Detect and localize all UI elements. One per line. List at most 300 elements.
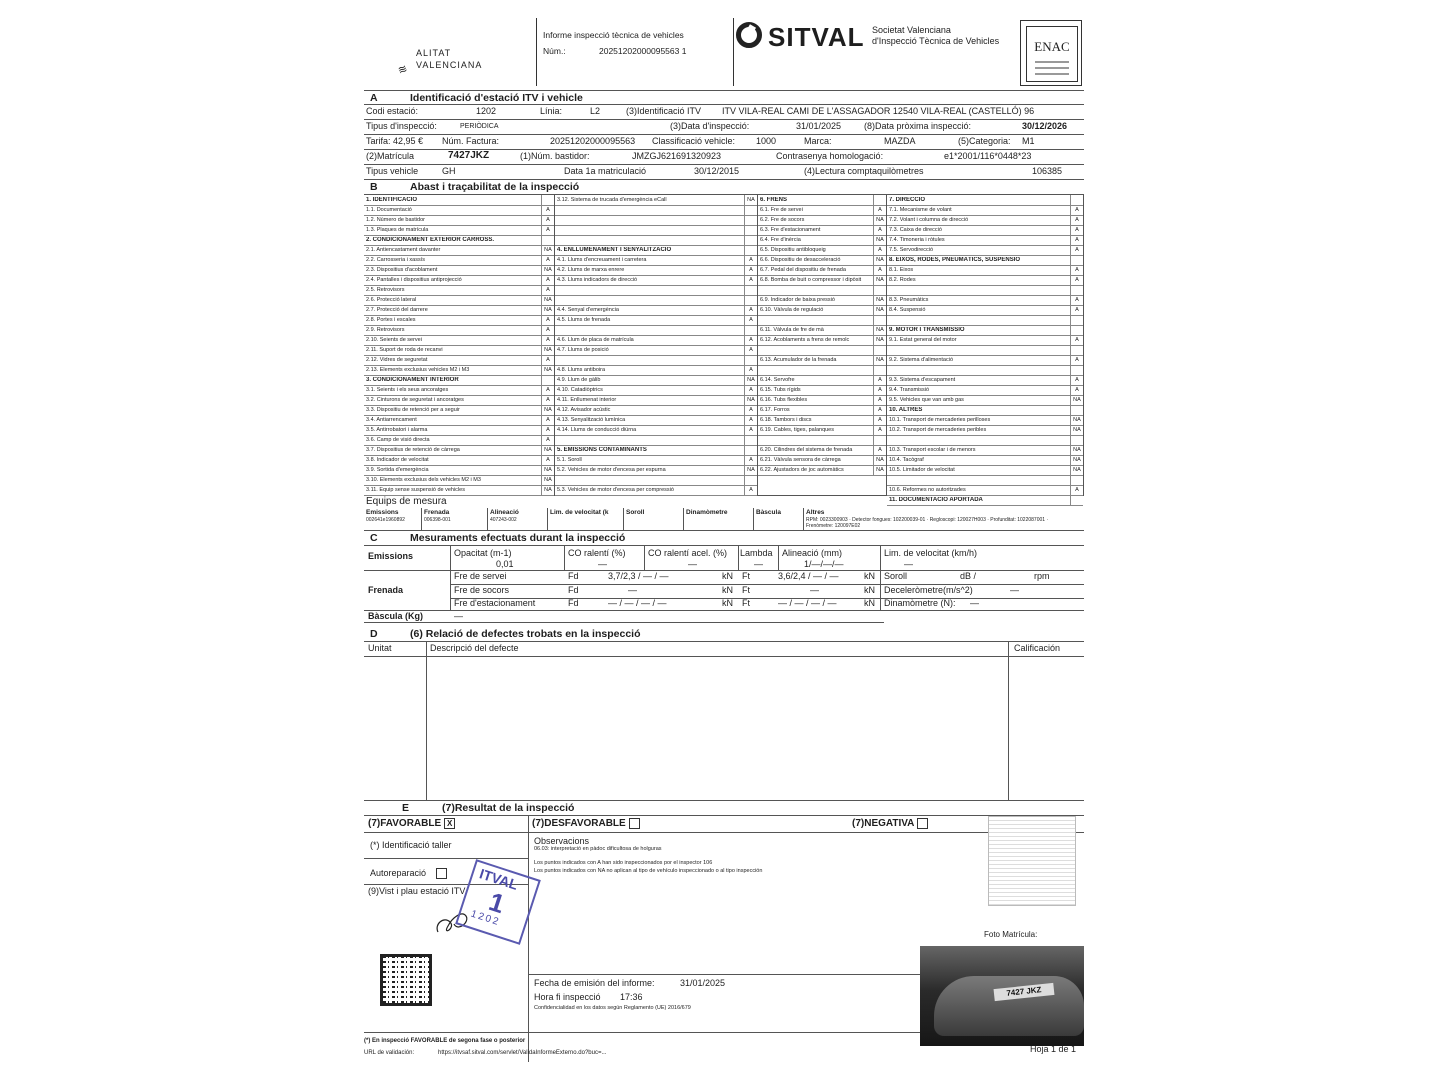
section-a-letter: A: [370, 91, 378, 104]
scope-item-result: A: [873, 415, 886, 425]
scope-item-label: 7.5. Servodirecció: [889, 247, 934, 253]
equip-value: 407243-002: [490, 517, 517, 523]
scope-item-result: [873, 435, 886, 445]
scope-item-result: A: [873, 425, 886, 435]
equip-header: Altres: [806, 509, 825, 516]
a-row-2: [364, 120, 1084, 135]
scope-item-result: A: [1070, 275, 1083, 285]
data-value: 31/01/2025: [796, 121, 842, 131]
scope-item-result: NA: [541, 405, 554, 415]
bastidor-value: JMZGJ621691320923: [632, 151, 722, 161]
scope-item-result: A: [744, 345, 757, 355]
lim-label: Lim. de velocitat (km/h): [884, 548, 978, 558]
scope-item-label: 8.3. Pneumàtics: [889, 297, 929, 303]
scope-item-result: A: [541, 225, 554, 235]
desfavorable-checkbox[interactable]: [629, 818, 640, 829]
categoria-value: M1: [1022, 136, 1035, 146]
equip-header: Lim. de velocitat (k: [550, 509, 609, 516]
scope-item-label: 4.1. Llums d'encreuament i carretera: [557, 257, 647, 263]
fsoc-fd: Fd: [568, 585, 579, 595]
scope-item-result: A: [744, 405, 757, 415]
scope-item-result: NA: [1070, 465, 1083, 475]
fs-kn: kN: [722, 571, 733, 581]
scope-item-label: 9.4. Transmissió: [889, 387, 930, 393]
tipus-value: PERIÒDICA: [460, 123, 499, 130]
defects-unitat-header: Unitat: [368, 643, 392, 653]
scope-item-label: 9.1. Estat general del motor: [889, 337, 957, 343]
signature-box: [988, 816, 1076, 906]
scope-item-label: 3.5. Antirrobatori i alarma: [366, 427, 428, 433]
section-b-letter: B: [370, 181, 378, 193]
scope-item-result: A: [541, 285, 554, 295]
scope-item-result: A: [541, 435, 554, 445]
favorable-checkbox[interactable]: X: [444, 818, 455, 829]
scope-item-result: A: [541, 215, 554, 225]
scope-item-label: 3.3. Dispositiu de retenció per a seguir: [366, 407, 460, 413]
scope-item-label: 10.5. Limitador de velocitat: [889, 467, 955, 473]
fs-fd-value: 3,7/2,3 / — / —: [608, 571, 669, 581]
scope-item-result: A: [541, 455, 554, 465]
car-image: [934, 976, 1084, 1036]
fest-ft: Ft: [742, 598, 750, 608]
scope-item-label: 6.20. Cilindres del sistema de frenada: [760, 447, 853, 453]
scope-item-label: 6.18. Tambors i discs: [760, 417, 812, 423]
section-a-title: Identificació d'estació ITV i vehicle: [410, 91, 583, 104]
scope-item-label: 9.2. Sistema d'alimentació: [889, 357, 954, 363]
scope-item-result: [744, 205, 757, 215]
scope-item-label: 4.12. Avisador acústic: [557, 407, 611, 413]
generalitat-logo: [360, 18, 536, 86]
scope-item-result: A: [1070, 305, 1083, 315]
enac-badge: [1020, 20, 1082, 86]
scope-item-label: 2. CONDICIONAMENT EXTERIOR CARROSS.: [366, 237, 495, 243]
data-label: (3)Data d'inspecció:: [670, 121, 750, 131]
scope-item-label: 6.15. Tubs rígids: [760, 387, 801, 393]
stamp-line2: 1: [485, 886, 509, 920]
section-d-letter: D: [370, 628, 378, 640]
ident-label: (3)Identificació ITV: [626, 106, 702, 116]
linia-value: L2: [590, 106, 601, 116]
scope-item-label: 3.10. Elements exclusius dels vehicles M2 i M3: [366, 477, 481, 483]
co-label: CO ralentí (%): [568, 548, 626, 558]
scope-item-result: NA: [1070, 395, 1083, 405]
scope-item-result: A: [873, 265, 886, 275]
marca-value: MAZDA: [884, 136, 916, 146]
opacitat-value: 0,01: [496, 559, 514, 569]
scope-item-result: NA: [541, 475, 554, 485]
fest-kn2: kN: [864, 598, 875, 608]
report-title: Informe inspecció tècnica de vehicles: [543, 30, 684, 40]
scope-item-result: NA: [541, 305, 554, 315]
co-acel-value: —: [688, 559, 697, 569]
scope-item-result: [744, 475, 757, 485]
scope-item-label: 8.2. Rodes: [889, 277, 916, 283]
section-d-header: [364, 627, 1084, 642]
scope-item-result: NA: [1070, 455, 1083, 465]
enac-label: ENAC: [1034, 39, 1070, 54]
soroll-label: Soroll: [884, 571, 908, 581]
co-value: —: [598, 559, 607, 569]
scope-item-label: 6.21. Vàlvula sensora de càrrega: [760, 457, 841, 463]
scope-item-label: 7. DIRECCIÓ: [889, 197, 926, 203]
lim-value: —: [904, 559, 913, 569]
scope-item-result: A: [1070, 225, 1083, 235]
scope-item-result: A: [873, 395, 886, 405]
decel-value: —: [1010, 585, 1019, 595]
scope-item-label: 10.2. Transport de mercaderies peribles: [889, 427, 987, 433]
scope-item-result: [1070, 475, 1083, 485]
equips-title: Equips de mesura: [366, 496, 447, 507]
scope-item-result: [873, 315, 886, 325]
scope-item-label: 4.10. Catadiòptrics: [557, 387, 603, 393]
scope-item-result: A: [744, 485, 757, 495]
scope-column-3: [758, 195, 887, 495]
tipus-veh-label: Tipus vehicle: [366, 166, 419, 176]
fest-ft-value: — / — / — / —: [778, 598, 837, 608]
section-e-header: [364, 801, 1084, 816]
fsoc-kn2: kN: [864, 585, 875, 595]
scope-item-result: A: [744, 275, 757, 285]
hora-value: 17:36: [620, 992, 643, 1002]
scope-item-label: 2.1. Antiencastament davanter: [366, 247, 441, 253]
scope-item-label: 2.13. Elements exclusius vehicles M2 i M3: [366, 367, 470, 373]
inspection-report-sheet: [350, 10, 1090, 1072]
matricula-value: 7427JKZ: [448, 150, 490, 161]
scope-item-result: A: [744, 315, 757, 325]
scope-item-label: 5.2. Vehicles de motor d'encesa per espurna: [557, 467, 666, 473]
scope-item-label: 6.19. Cables, tiges, palanques: [760, 427, 834, 433]
scope-item-result: A: [873, 205, 886, 215]
scope-item-result: A: [1070, 235, 1083, 245]
fs-ft: Ft: [742, 571, 750, 581]
result-negativa: [852, 818, 928, 829]
scope-item-result: NA: [541, 345, 554, 355]
scope-item-label: 10.4. Tacògraf: [889, 457, 924, 463]
foto-label: Foto Matrícula:: [984, 930, 1038, 939]
scope-item-result: A: [873, 385, 886, 395]
scope-item: [555, 485, 757, 496]
lectura-value: 106385: [1032, 166, 1063, 176]
result-section: [364, 816, 1084, 1062]
footer-note: (*) En inspecció FAVORABLE de segona fase o posterior: [364, 1038, 526, 1044]
factura-label: Núm. Factura:: [442, 136, 500, 146]
scope-item-label: 6.12. Acoblaments a frens de remolc: [760, 337, 850, 343]
scope-item-label: 5.1. Soroll: [557, 457, 582, 463]
scope-item-label: 2.4. Pantalles i dispositius antiprojecció: [366, 277, 462, 283]
validation-url-link[interactable]: https://itvsaf.sitval.com/servlet/ValidaInformeExterno.do?buc=...: [438, 1050, 607, 1056]
scope-item-label: 4.9. Llum de gàlib: [557, 377, 601, 383]
scope-item-result: A: [744, 425, 757, 435]
scope-item-result: [744, 225, 757, 235]
scope-item-result: NA: [873, 355, 886, 365]
frenada-label: Frenada: [368, 585, 404, 595]
scope-item-result: A: [541, 275, 554, 285]
gva-line1: ALITAT: [416, 48, 452, 58]
scope-item-label: 3.2. Cinturons de seguretat i ancoratges: [366, 397, 464, 403]
scope-item-result: NA: [541, 465, 554, 475]
scope-item-result: A: [1070, 375, 1083, 385]
result-favorable: [368, 818, 455, 829]
equip-header: Emissions: [366, 509, 399, 516]
scope-item-label: 6.13. Acumulador de la frenada: [760, 357, 837, 363]
defects-qualificacio-header: Calificación: [1014, 643, 1061, 653]
scope-item-result: [541, 375, 554, 385]
hora-label: Hora fi inspecció: [534, 992, 601, 1002]
a-row-3: [364, 135, 1084, 150]
scope-item-label: 6. FRENS: [760, 197, 788, 203]
fest-kn: kN: [722, 598, 733, 608]
desfavorable-label: (7)DESFAVORABLE: [532, 818, 626, 830]
sitval-ring-icon: [736, 22, 762, 48]
fsoc-fd-value: —: [628, 585, 637, 595]
scope-item-result: A: [873, 245, 886, 255]
scope-item-label: 2.3. Dispositius d'acoblament: [366, 267, 438, 273]
scope-item-result: [541, 195, 554, 205]
scope-item-label: 8.4. Suspensió: [889, 307, 926, 313]
scope-item-result: [744, 285, 757, 295]
scope-item-result: A: [1070, 245, 1083, 255]
scope-item-label: 6.4. Fre d'inèrcia: [760, 237, 801, 243]
scope-item-label: 11. DOCUMENTACIÓ APORTADA: [889, 497, 983, 503]
scope-item-result: A: [541, 395, 554, 405]
scope-item-label: 2.11. Suport de roda de recanvi: [366, 347, 443, 353]
scope-item-label: 2.10. Seients de servei: [366, 337, 422, 343]
opacitat-label: Opacitat (m-1): [454, 548, 512, 558]
scope-item-result: NA: [744, 465, 757, 475]
marca-label: Marca:: [804, 136, 832, 146]
scope-item-result: [1070, 285, 1083, 295]
fest-fd: Fd: [568, 598, 579, 608]
lambda-label: Lambda: [740, 548, 773, 558]
scope-item-label: 4.3. Llums indicadors de direcció: [557, 277, 638, 283]
scope-item-label: 2.12. Vidres de seguretat: [366, 357, 428, 363]
scope-item-result: A: [1070, 295, 1083, 305]
scope-item-label: 10. ALTRES: [889, 407, 923, 413]
decel-label: Deceleròmetre(m/s^2): [884, 585, 973, 595]
scope-item-result: NA: [541, 365, 554, 375]
scope-item-result: [1070, 325, 1083, 335]
obs-title: Observacions: [534, 836, 590, 846]
scope-column-2: [555, 195, 758, 495]
scope-item-result: NA: [541, 245, 554, 255]
sitval-sub2: d'Inspecció Tècnica de Vehicles: [872, 36, 1000, 46]
scope-column-4: [887, 195, 1084, 503]
scope-item-result: NA: [873, 215, 886, 225]
scope-item-label: 9.3. Sistema d'escapament: [889, 377, 956, 383]
scope-item-result: A: [1070, 265, 1083, 275]
obs-line1: 06.03: interpretació en pàdoc dificultosa de holguras: [534, 846, 662, 852]
fsoc-label: Fre de socors: [454, 585, 510, 595]
scope-item-result: NA: [873, 455, 886, 465]
scope-item-label: 6.1. Fre de servei: [760, 207, 803, 213]
scope-item-result: [873, 345, 886, 355]
scope-item-label: 6.14. Servofre: [760, 377, 795, 383]
scope-item-result: A: [1070, 485, 1083, 495]
classif-label: Classificació vehicle:: [652, 136, 736, 146]
scope-item-result: A: [541, 315, 554, 325]
scope-item-result: [744, 435, 757, 445]
scope-item-label: 10.3. Transport escolar i de menors: [889, 447, 976, 453]
scope-item-result: NA: [1070, 425, 1083, 435]
scope-item-label: 7.3. Caixa de direcció: [889, 227, 942, 233]
soroll-value: dB /: [960, 571, 977, 581]
report-num-label: Núm.:: [543, 46, 566, 56]
scope-item-result: NA: [873, 325, 886, 335]
prox-label: (8)Data pròxima inspecció:: [864, 121, 972, 131]
scope-item-result: A: [541, 385, 554, 395]
scope-item-label: 4.2. Llums de marxa enrere: [557, 267, 625, 273]
scope-item-label: 6.22. Ajustadors de joc automàtics: [760, 467, 844, 473]
scope-item-label: 1.1. Documentació: [366, 207, 412, 213]
scope-item-label: 6.8. Bomba de buit o compressor i dipòsit: [760, 277, 862, 283]
scope-item-result: NA: [873, 235, 886, 245]
scope-item-result: A: [744, 385, 757, 395]
scope-item-label: 6.6. Dispositiu de desacceleració: [760, 257, 841, 263]
bastidor-label: (1)Núm. bastidor:: [520, 151, 590, 161]
stamp-line1: ITVAL: [477, 865, 521, 893]
scope-item-label: 4. ENLLUMENAMENT I SENYALITZACIÓ: [557, 247, 672, 253]
soroll-rpm: rpm: [1034, 571, 1050, 581]
section-e-title: (7)Resultat de la inspecció: [442, 802, 575, 814]
scope-item-result: [541, 235, 554, 245]
inspection-form: [364, 90, 1084, 1062]
fsoc-ft-value: —: [810, 585, 819, 595]
scope-item-label: 2.2. Carrosseria i xassís: [366, 257, 425, 263]
scope-item-result: A: [541, 355, 554, 365]
equip-value: RPM: 0023300903 · Detector fongues: 102200039-01 · Regloscopi: 120027H003 · Profunditat: 1022087001 · Frenòmetre: 120097E02: [806, 517, 1049, 529]
factura-value: 20251202000095563: [550, 136, 636, 146]
page-number: Hoja 1 de 1: [1030, 1044, 1077, 1054]
scope-item-result: NA: [541, 485, 554, 495]
section-d-title: (6) Relació de defectes trobats en la inspecció: [410, 628, 641, 640]
equip-header: Dinamòmetre: [686, 509, 728, 516]
scope-item-label: 7.1. Mecanisme de volant: [889, 207, 952, 213]
a-row-5: [364, 165, 1084, 180]
scope-item-result: [744, 295, 757, 305]
scope-item-result: A: [1070, 355, 1083, 365]
scope-item-label: 6.11. Vàlvula de fre de mà: [760, 327, 824, 333]
scope-item-result: A: [541, 255, 554, 265]
scope-item-label: 6.17. Forros: [760, 407, 790, 413]
scope-item-result: [1070, 255, 1083, 265]
scope-item-result: A: [1070, 215, 1083, 225]
scope-item-label: 1. IDENTIFICACIÓ: [366, 197, 418, 203]
scope-item-label: 10.1. Transport de mercaderies perilloses: [889, 417, 991, 423]
plate-text: 7427 JKZ: [994, 983, 1055, 1001]
measurement-equipment: [364, 496, 1084, 531]
section-a-header: [364, 90, 1084, 105]
alineacio-label: Alineació (mm): [782, 548, 843, 558]
scope-item-label: 5.3. Vehicles de motor d'encesa per compressió: [557, 487, 674, 493]
scope-item-result: NA: [1070, 415, 1083, 425]
gva-line2: VALENCIANA: [416, 60, 483, 70]
a-row-4: [364, 150, 1084, 165]
bascula-value: —: [454, 611, 463, 621]
scope-item-label: 2.9. Retrovisors: [366, 327, 405, 333]
sitval-sub1: Societat Valenciana: [872, 25, 951, 35]
scope-item-result: [1070, 315, 1083, 325]
scope-item-result: NA: [744, 395, 757, 405]
scope-item-result: NA: [541, 265, 554, 275]
contrasenya-label: Contrasenya homologació:: [776, 151, 884, 161]
plate-photo: [920, 946, 1084, 1046]
fecha-label: Fecha de emisión del informe:: [534, 978, 655, 988]
dina-label: Dinamòmetre (N):: [884, 598, 956, 608]
scope-item-result: NA: [1070, 445, 1083, 455]
conf-note: Confidencialidad en los datos según Reglamento (UE) 2016/679: [534, 1005, 691, 1011]
scope-item-label: 1.3. Plaques de matrícula: [366, 227, 429, 233]
a-row-1: [364, 105, 1084, 120]
scope-item-result: NA: [873, 255, 886, 265]
scope-item-result: [873, 285, 886, 295]
data-mat-label: Data 1a matriculació: [564, 166, 647, 176]
scope-item-label: 3.4. Antiarrencament: [366, 417, 417, 423]
negativa-label: (7)NEGATIVA: [852, 818, 915, 830]
linia-label: Línia:: [540, 106, 563, 116]
scope-item-result: A: [541, 425, 554, 435]
autoreparacio-label: Autoreparació: [370, 868, 427, 878]
prox-value: 30/12/2026: [1022, 121, 1068, 131]
fsoc-ft: Ft: [742, 585, 750, 595]
scope-item-label: 7.2. Volant i columna de direcció: [889, 217, 969, 223]
scope-item-label: 6.2. Fre de socors: [760, 217, 805, 223]
scope-item-label: 2.6. Protecció lateral: [366, 297, 417, 303]
scope-item-result: [1070, 365, 1083, 375]
lambda-value: —: [754, 559, 763, 569]
negativa-checkbox[interactable]: [917, 818, 928, 829]
dina-value: —: [970, 598, 979, 608]
scope-item-label: 6.10. Vàlvula de regulació: [760, 307, 824, 313]
scope-item-result: A: [1070, 335, 1083, 345]
obs-line3: Los puntos indicados con NA no aplican al tipo de vehículo inspeccionado o al tipo inspección: [534, 868, 763, 874]
tarifa-label: Tarifa: 42,95 €: [366, 136, 424, 146]
scope-item-label: 3.11. Equip sense suspensió de vehicles: [366, 487, 465, 493]
scope-item-result: A: [744, 255, 757, 265]
autoreparacio-checkbox[interactable]: [436, 868, 447, 879]
scope-item-result: [1070, 435, 1083, 445]
section-c-title: Mesuraments efectuats durant la inspecció: [410, 532, 626, 544]
scope-item-label: 4.5. Llums de frenada: [557, 317, 611, 323]
bascula-label: Bàscula (Kg): [368, 611, 424, 621]
matricula-label: (2)Matrícula: [366, 151, 415, 161]
visti-label: (9)Vist i plau estació ITV: [368, 886, 466, 896]
data-mat-value: 30/12/2015: [694, 166, 740, 176]
scope-item-result: A: [873, 225, 886, 235]
scope-item-result: A: [744, 265, 757, 275]
stamp-line3: 1202: [469, 908, 502, 929]
scope-item-result: NA: [541, 295, 554, 305]
equip-header: Alineació: [490, 509, 519, 516]
scope-item-result: A: [744, 305, 757, 315]
scope-item-result: NA: [873, 305, 886, 315]
alineacio-value: 1/—/—/—: [804, 559, 844, 569]
contrasenya-value: e1*2001/116*0448*23: [944, 151, 1032, 161]
scope-item-label: 2.8. Portes i escales: [366, 317, 416, 323]
scope-item-result: [873, 195, 886, 205]
scope-item-label: 3.8. Indicador de velocitat: [366, 457, 429, 463]
equip-value: 002641e1960892: [366, 517, 405, 523]
scope-item-label: 4.4. Senyal d'emergència: [557, 307, 619, 313]
scope-item-result: [1070, 195, 1083, 205]
scope-item-result: [744, 235, 757, 245]
lectura-label: (4)Lectura comptaquilòmetres: [804, 166, 924, 176]
scope-item-label: 3. CONDICIONAMENT INTERIOR: [366, 377, 459, 383]
scope-item-result: A: [873, 375, 886, 385]
tipus-label: Tipus d'inspecció:: [366, 121, 437, 131]
scope-item-result: A: [541, 415, 554, 425]
section-b-header: [364, 180, 1084, 195]
result-desfavorable: [532, 818, 640, 829]
